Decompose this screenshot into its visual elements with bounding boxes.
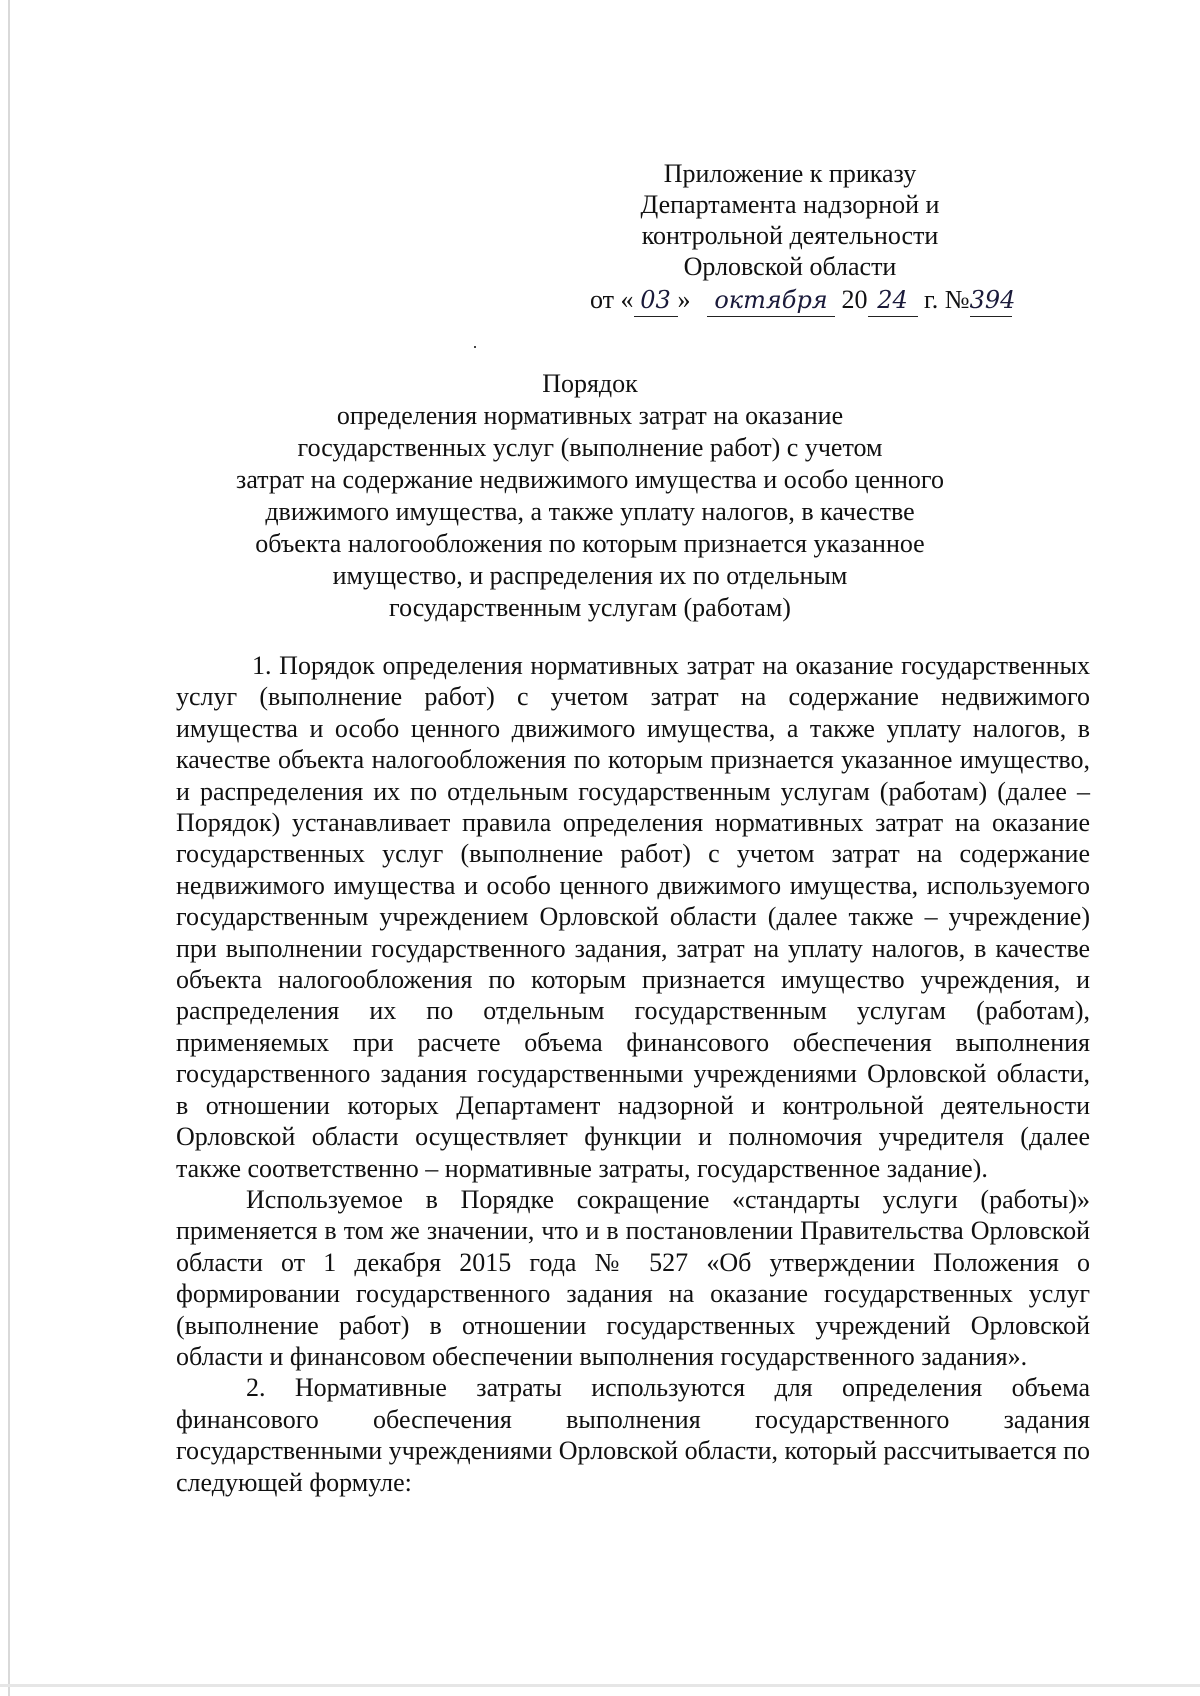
- day-close-quote: »: [677, 285, 691, 314]
- appendix-line: Департамента надзорной и: [640, 190, 940, 219]
- scan-left-edge: [8, 0, 10, 1696]
- document-title: [180, 368, 1000, 624]
- order-date-line: [590, 284, 1080, 317]
- document-body: [176, 650, 1090, 1498]
- appendix-line: Орловской области: [683, 252, 897, 281]
- handwritten-year: 24: [868, 285, 918, 317]
- scan-bottom-edge: [0, 1684, 1200, 1687]
- scan-speck: [474, 346, 476, 348]
- appendix-header: [590, 158, 1080, 317]
- title-line: государственным услугам (работам): [389, 593, 791, 622]
- title-line: имущество, и распределения их по отдельным: [332, 561, 848, 590]
- title-line: объекта налогообложения по которым признается указанное: [255, 529, 925, 558]
- appendix-line: контрольной деятельности: [641, 221, 939, 250]
- title-line: определения нормативных затрат на оказание: [336, 401, 844, 430]
- appendix-line: Приложение к приказу: [663, 159, 917, 188]
- paragraph-1: 1. Порядок определения нормативных затрат на оказание государственных услуг (выполнение работ) с учетом затрат на содержание недвижимого имущества и особо ценного движимого имущества, а также уплату налогов, в качестве объекта налогообложения по которым признается указанное имущество, и распределения их по отдельным государственным услугам (работам) (далее – Порядок) устанавливает правила определения нормативных затрат на оказание государственных услуг (выполнение работ) с учетом затрат на содержание недвижимого имущества и особо ценного движимого имущества, используемого государственным учреждением Орловской области (далее также – учреждение) при выполнении государственного задания, затрат на уплату налогов, в качестве объекта налогообложения по которым признается имущество учреждения, и распределения их по отдельным государственным услугам (работам), применяемых при расчете объема финансового обеспечения выполнения государственного задания государственными учреждениями Орловской области, в отношении которых Департамент надзорной и контрольной деятельности Орловской области осуществляет функции и полномочия учредителя (далее также соответственно – нормативные затраты, государственное задание).: [176, 651, 1090, 1183]
- title-line: затрат на содержание недвижимого имущества и особо ценного: [236, 465, 944, 494]
- paragraph-2: Используемое в Порядке сокращение «стандарты услуги (работы)» применяется в том же значении, что и в постановлении Правительства Орловской области от 1 декабря 2015 года № 527 «Об утверждении Положения о формировании государственного задания на оказание государственных услуг (выполнение работ) в отношении государственных учреждений Орловской области и финансовом обеспечении выполнения государственного задания».: [176, 1184, 1090, 1371]
- date-prefix: от «: [590, 285, 634, 314]
- handwritten-day: 03: [634, 285, 678, 317]
- title-line: Порядок: [542, 369, 638, 398]
- handwritten-month: октября: [707, 285, 835, 317]
- title-line: государственных услуг (выполнение работ) с учетом: [297, 433, 883, 462]
- paragraph-3: 2. Нормативные затраты используются для определения объема финансового обеспечения выполнения государственного задания государственными учреждениями Орловской области, который рассчитывается по следующей формуле:: [176, 1373, 1090, 1497]
- title-line: движимого имущества, а также уплату налогов, в качестве: [265, 497, 915, 526]
- year-prefix: 20: [841, 285, 868, 314]
- number-label: г. №: [924, 285, 970, 314]
- handwritten-number: 394: [970, 285, 1012, 317]
